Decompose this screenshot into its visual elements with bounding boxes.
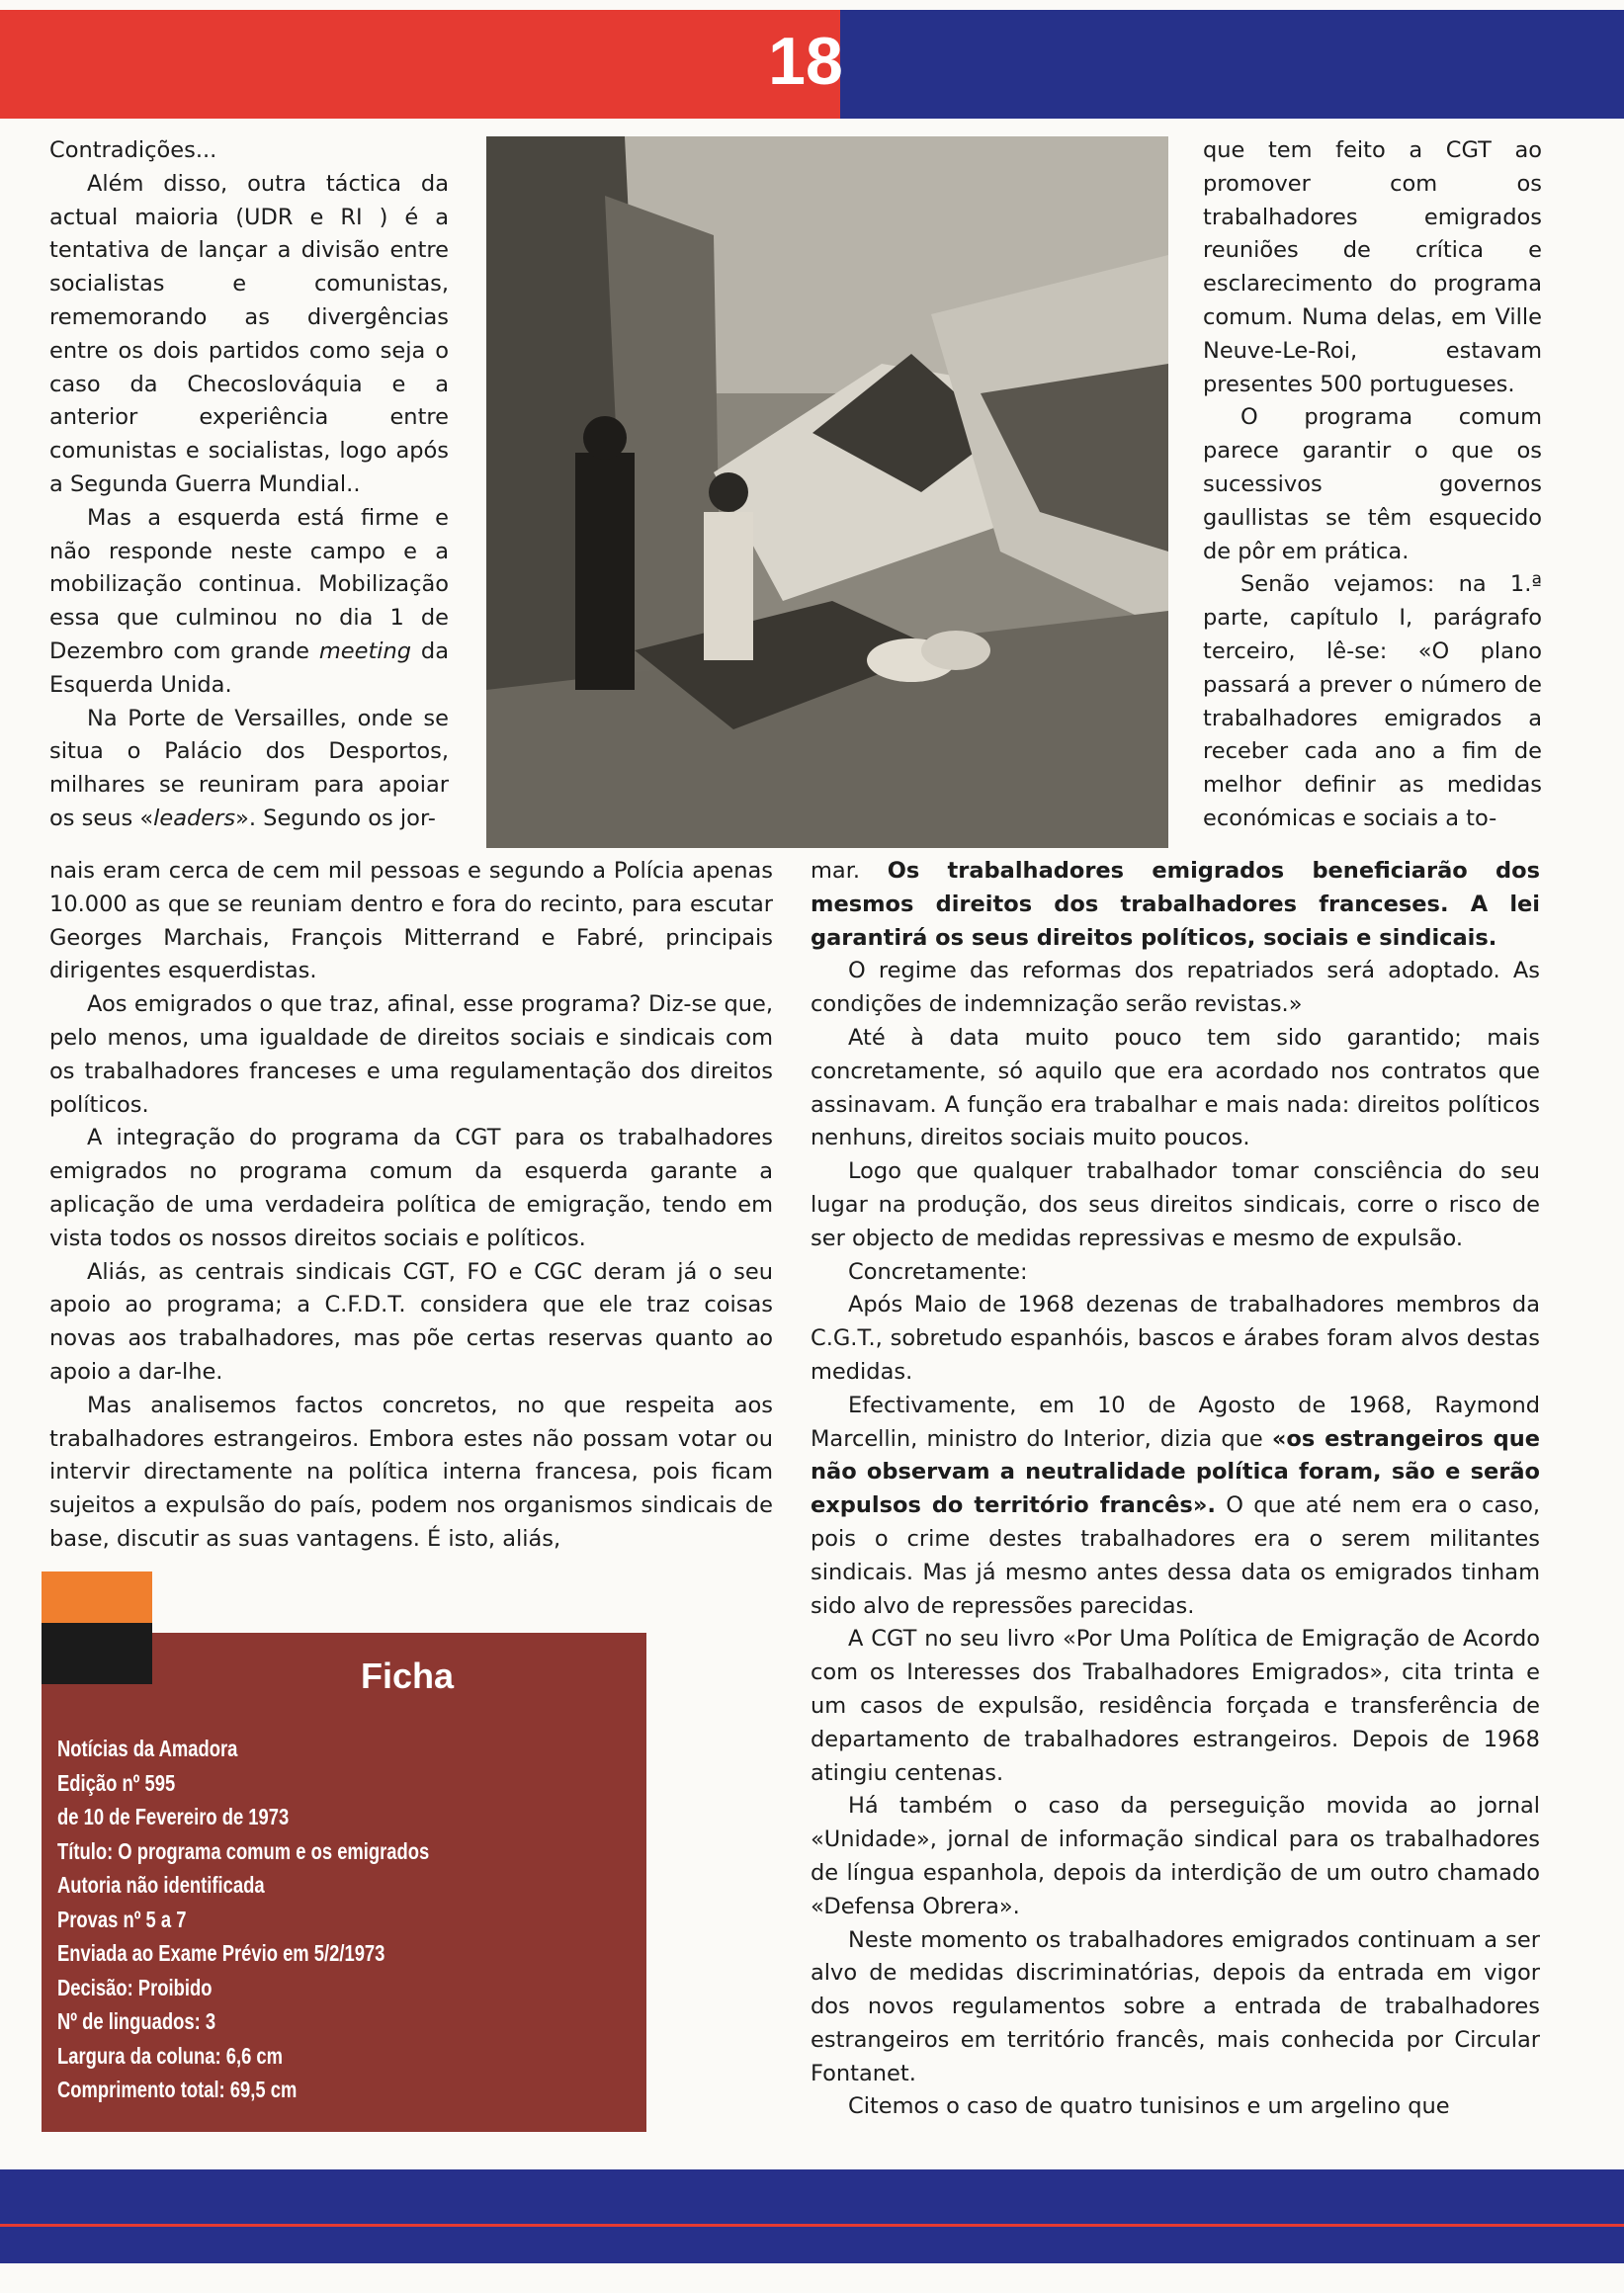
- ficha-line: Largura da coluna: 6,6 cm: [57, 2042, 284, 2069]
- ficha-details: [57, 1732, 522, 2107]
- paragraph: Aos emigrados o que traz, afinal, esse programa? Diz-se que, pelo menos, uma igualdade de direitos sociais e sindicais com os trabalhadores franceses e uma regulamentação dos direitos políticos.: [49, 991, 773, 1118]
- paragraph: Mas analisemos factos concretos, no que respeita aos trabalhadores estrangeiros. Embora estes não possam votar ou intervir directamente na política interna francesa, pois ficam sujeitos a expulsão do país, podem nos organismos sindicais de base, discutir as suas vantagens. É isto, aliás,: [49, 1392, 773, 1552]
- ficha-line: Título: O programa comum e os emigrados: [57, 1837, 430, 1864]
- paragraph: Senão vejamos: na 1.ª parte, capítulo I, parágrafo terceiro, lê-se: «O plano passará a prever o número de trabalhadores emigrados a receber cada ano a fim de melhor definir as medidas económicas e sociais a to-: [1203, 571, 1542, 831]
- paragraph: Além disso, outra táctica da actual maioria (UDR e RI ) é a tentativa de lançar a divisão entre socialistas e comunistas, rememorando as divergências entre os dois partidos como seja o caso da Checoslováquia e a anterior experiência entre comunistas e socialistas, logo após a Segunda Guerra Mundial..: [49, 170, 449, 497]
- paragraph: A CGT no seu livro «Por Uma Política de Emigração de Acordo com os Interesses dos Trabalhadores Emigrados», cita trinta e um casos de expulsão, residência forçada e transferência de departamento de trabalhadores estrangeiros. Depois de 1968 atingiu centenas.: [811, 1626, 1540, 1786]
- paragraph: Após Maio de 1968 dezenas de trabalhadores membros da C.G.T., sobretudo espanhóis, bascos e árabes foram alvos destas medidas.: [811, 1292, 1540, 1385]
- paragraph: nais eram cerca de cem mil pessoas e segundo a Polícia apenas 10.000 as que se reuniam dentro e fora do recinto, para escutar Georges Marchais, François Mitterrand e Fabré, principais dirigentes esquerdistas.: [49, 858, 773, 984]
- paragraph: Até à data muito pouco tem sido garantido; mais concretamente, só aquilo que era acordado nos contratos que assinavam. A função era trabalhar e mais nada: direitos políticos nenhuns, direitos sociais muito poucos.: [811, 1024, 1540, 1151]
- ficha-line: Notícias da Amadora: [57, 1736, 238, 1761]
- ficha-line: de 10 de Fevereiro de 1973: [57, 1804, 290, 1829]
- paragraph: A integração do programa da CGT para os trabalhadores emigrados no programa comum da esquerda garante a aplicação de uma verdadeira política de emigração, tendo em vista todos os nossos direitos sociais e políticos.: [49, 1125, 773, 1251]
- paragraph: Citemos o caso de quatro tunisinos e um argelino que: [848, 2093, 1450, 2120]
- section-heading: Contradições...: [49, 137, 217, 163]
- left-column-top: [49, 134, 449, 836]
- paragraph: O regime das reformas dos repatriados será adoptado. As condições de indemnização serão revistas.»: [811, 958, 1540, 1018]
- right-column-bottom: [811, 855, 1540, 2124]
- ficha-title: Ficha: [360, 1656, 455, 1696]
- ficha-line: Autoria não identificada: [57, 1872, 265, 1898]
- paragraph: Aliás, as centrais sindicais CGT, FO e CGC deram já o seu apoio ao programa; a C.F.D.T. considera que ele traz coisas novas aos trabalhadores, mas põe certas reservas quanto ao apoio a dar-lhe.: [49, 1258, 773, 1385]
- header-red-band: [0, 10, 840, 119]
- ficha-tab-dark: [42, 1623, 152, 1684]
- paragraph: Na Porte de Versailles, onde se situa o Palácio dos Desportos, milhares se reuniram para apoiar os seus «leaders». Segundo os jor-: [49, 705, 449, 831]
- left-column-bottom: [49, 855, 773, 1557]
- ficha-line: Edição nº 595: [57, 1769, 176, 1796]
- footer-blue-band: [0, 2169, 1624, 2263]
- paragraph: Efectivamente, em 10 de Agosto de 1968, Raymond Marcellin, ministro do Interior, dizia que «os estrangeiros que não observam a neutralidade política foram, são e serão expulsos do território francês». O que até nem era o caso, pois o crime destes trabalhadores era o serem militantes sindicais. Mas já mesmo antes dessa data os emigrados tinham sido alvo de repressões parecidas.: [811, 1392, 1541, 1619]
- ficha-line: Enviada ao Exame Prévio em 5/2/1973: [57, 1940, 385, 1966]
- footer-red-line: [0, 2224, 1624, 2227]
- header-blue-band: [840, 10, 1624, 119]
- photo-illustration: [486, 136, 1168, 848]
- paragraph: mar. Os trabalhadores emigrados beneficiarão dos mesmos direitos dos trabalhadores franceses. A lei garantirá os seus direitos políticos, sociais e sindicais.: [811, 858, 1540, 951]
- ficha-line: Comprimento total: 69,5 cm: [57, 2077, 298, 2102]
- paragraph: Mas a esquerda está firme e não responde neste campo e a mobilização continua. Mobilização essa que culminou no dia 1 de Dezembro com grande meeting da Esquerda Unida.: [49, 504, 449, 698]
- page-number: 18: [768, 24, 843, 99]
- paragraph: Neste momento os trabalhadores emigrados continuam a ser alvo de medidas discriminatórias, depois da entrada em vigor dos novos regulamentos sobre a entrada de trabalhadores estrangeiros em território francês, mais conhecida por Circular Fontanet.: [811, 1926, 1540, 2086]
- right-column-top: [1203, 134, 1542, 836]
- paragraph: Logo que qualquer trabalhador tomar consciência do seu lugar na produção, dos seus direitos sindicais, corre o risco de ser objecto de medidas repressivas e mesmo de expulsão.: [811, 1158, 1540, 1251]
- paragraph: que tem feito a CGT ao promover com os trabalhadores emigrados reuniões de crítica e esclarecimento do programa comum. Numa delas, em Ville Neuve-Le-Roi, estavam presentes 500 portugueses.: [1203, 137, 1542, 397]
- paragraph: Há também o caso da perseguição movida ao jornal «Unidade», jornal de informação sindical para os trabalhadores de língua espanhola, depois da interdição de um outro chamado «Defensa Obrera».: [811, 1793, 1540, 1919]
- ficha-line: Provas nº 5 a 7: [57, 1906, 187, 1932]
- ficha-line: Decisão: Proibido: [57, 1974, 213, 2000]
- paragraph: Concretamente:: [848, 1258, 1028, 1285]
- slum-photo: [486, 136, 1168, 848]
- paragraph: O programa comum parece garantir o que os sucessivos governos gaullistas se têm esquecido de pôr em prática.: [1203, 404, 1542, 564]
- ficha-line: Nº de linguados: 3: [57, 2008, 216, 2034]
- ficha-tab-accent: [42, 1571, 152, 1623]
